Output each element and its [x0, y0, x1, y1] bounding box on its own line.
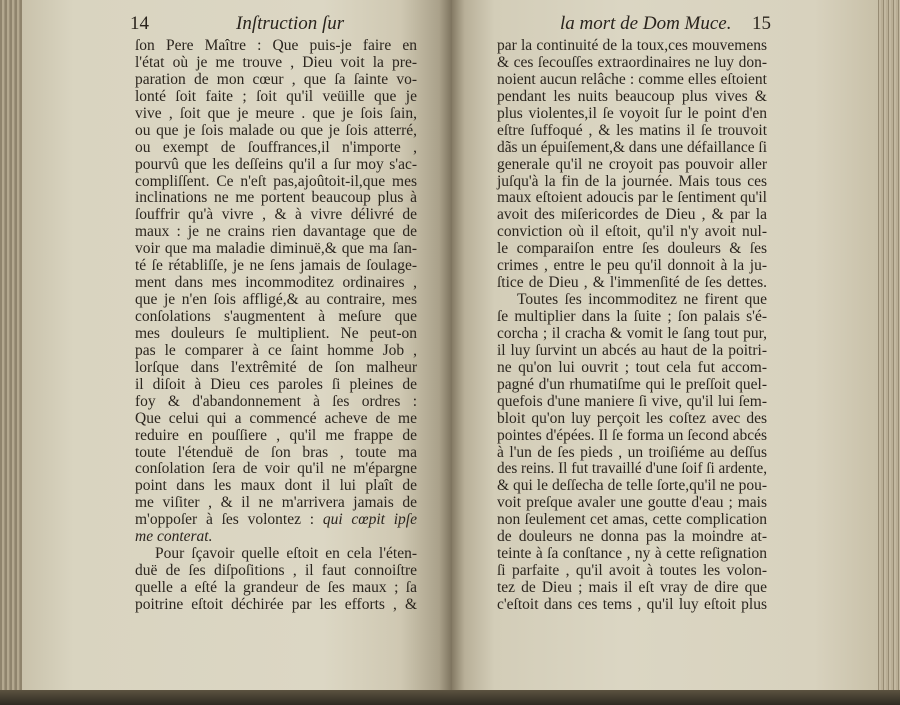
line-text: ſtice de Dieu , & l'immenſité de ſes dettes. [497, 274, 767, 292]
text-line-content [135, 38, 417, 55]
text-line-content [497, 258, 767, 275]
text-line [135, 360, 417, 377]
text-line [135, 224, 417, 241]
line-text: conſolation ſera de voir qu'il ne m'épargne [135, 460, 417, 478]
left-page-number: 14 [130, 13, 149, 34]
text-line [497, 478, 767, 495]
text-line-content [135, 140, 417, 157]
text-line [135, 343, 417, 360]
line-text: c'eſtoit dans ces tems , qu'il luy eſtoit plus [497, 595, 767, 613]
text-line-content [497, 72, 767, 89]
text-line [497, 394, 767, 411]
text-line-content [135, 258, 417, 275]
line-text: ſi parfaite , qu'il avoit à toutes les volon- [497, 562, 767, 580]
text-line [135, 258, 417, 275]
text-line-content [135, 89, 417, 106]
text-line [497, 275, 767, 292]
line-text: vive , ſoit que je meure . que je ſois ſain, [135, 104, 417, 122]
text-line-content [135, 224, 417, 241]
text-line [135, 140, 417, 157]
text-line [135, 174, 417, 191]
text-line-content [135, 529, 212, 546]
text-line-content [497, 597, 767, 614]
text-line-content [135, 292, 417, 309]
line-text: point dans les maux dont il lui plaît de [135, 477, 417, 495]
line-text: ou que je ſois malade ou que je ſois atterré, [135, 121, 417, 139]
text-line-content [135, 309, 417, 326]
line-text: pas le comparer à ce ſaint homme Job , [135, 341, 417, 359]
text-line [135, 411, 417, 428]
line-text: non ſeulement cet amas, cette complication [497, 511, 767, 529]
text-line-content [135, 343, 417, 360]
line-text: Toutes ſes incommoditez ne firent que [517, 291, 767, 309]
text-line [497, 309, 767, 326]
line-text: ment dans mes incommoditez ordinaires , [135, 274, 417, 292]
text-line-content [497, 546, 767, 563]
line-text: me viſiter , & il ne m'arrivera jamais de [135, 494, 417, 512]
line-text: maux eſtoient adoucis par le ſentiment qu'il [497, 189, 767, 207]
text-line [135, 394, 417, 411]
text-line [135, 55, 417, 72]
line-text: tez de Dieu ; mais il eſt vray de dire que [497, 579, 767, 596]
text-line [497, 190, 767, 207]
text-line [497, 174, 767, 191]
text-line-content [497, 106, 767, 123]
line-text: teinte à ſa conſtance , ny à cette reſignation [497, 545, 767, 563]
text-line-content [135, 360, 417, 377]
line-text: m'oppoſer à ſes volontez : [135, 511, 323, 529]
text-line-content [135, 72, 417, 89]
text-line-content [497, 428, 767, 445]
right-page-text [497, 38, 767, 614]
line-text: pointes d'épées. Il ſe forma un ſecond abcés [497, 426, 767, 444]
text-line [497, 326, 767, 343]
text-line [497, 106, 767, 123]
line-text: noient aucun relâche : comme elles eſtoient [497, 70, 767, 88]
text-line-content [497, 377, 767, 394]
line-text: à l'un de ſes pieds , un troiſiéme au deſſus [497, 443, 767, 461]
line-text: maux : je ne crains rien davantage que de [135, 223, 417, 241]
text-line-content [135, 580, 417, 597]
text-line [497, 597, 767, 614]
line-text: conviction où il eſtoit, qu'il n'y avoit nul- [497, 223, 767, 241]
line-text: il diſoit à Dieu ces paroles ſi pleines de [135, 375, 417, 393]
text-line [497, 89, 767, 106]
line-text: compliſſent. Ce n'eſt pas,ajoûtoit-il,que mes [135, 172, 417, 190]
line-text: le comparaiſon entre ſes douleurs & ſes [497, 240, 767, 258]
text-line [135, 106, 417, 123]
line-text: paration de mon cœur , que ſa ſainte vo- [135, 70, 417, 88]
line-text: lorſque dans l'extrêmité de ſon malheur [135, 358, 417, 376]
text-line-content [497, 241, 767, 258]
text-line [497, 512, 767, 529]
text-line [497, 140, 767, 157]
line-text: quelle a eſté la grandeur de ſes maux ; ſa [135, 579, 417, 596]
text-line [497, 123, 767, 140]
text-line-content [135, 512, 417, 529]
line-text: inclinations ne me portent beaucoup plus à [135, 189, 417, 207]
text-line-content [497, 394, 767, 411]
text-line [497, 343, 767, 360]
text-line-content [497, 275, 767, 292]
text-line-content [135, 174, 417, 191]
text-line-content [135, 495, 417, 512]
line-text: voir que ma maladie diminuë,& que ma ſan- [135, 240, 417, 258]
line-text: ſouffrir qu'à vivre , & à vivre délivré de [135, 206, 417, 224]
text-line [135, 445, 417, 462]
text-line [135, 597, 417, 614]
text-line-content [497, 326, 767, 343]
book-bottom-edge [0, 690, 900, 705]
text-line [497, 563, 767, 580]
line-text: pendant les nuits beaucoup plus vives & [497, 87, 767, 105]
text-line-content [135, 157, 417, 174]
text-line-content [135, 563, 417, 580]
right-page-number: 15 [752, 13, 771, 34]
line-text: conſolations s'augmentent à meſure que [135, 308, 417, 325]
text-line [497, 546, 767, 563]
text-line [135, 512, 417, 529]
text-line-content [497, 580, 767, 597]
text-line-content [497, 89, 767, 106]
text-line-content [135, 106, 417, 123]
text-line [497, 157, 767, 174]
line-text: dãs un épuiſement,& dans une défaillance ſi [497, 138, 767, 156]
text-line [135, 38, 417, 55]
text-line-content [135, 55, 417, 72]
text-line-content [497, 140, 767, 157]
text-line-content [497, 461, 767, 478]
text-line [497, 411, 767, 428]
text-line [497, 445, 767, 462]
line-text: il luy ſurvint un abcés au haut de la poitri- [497, 341, 767, 359]
text-line [135, 461, 417, 478]
text-line-content [497, 478, 767, 495]
text-line [135, 478, 417, 495]
text-line-content [497, 174, 767, 191]
text-line-content [135, 190, 417, 207]
text-line-content [497, 38, 767, 55]
line-text: generale qu'il ne croyoit pas pouvoir aller [497, 155, 767, 173]
text-line-content [497, 529, 767, 546]
line-text: de douleurs ne donna pas la moindre at- [497, 528, 767, 546]
line-text: plus violentes,il ſe voyoit ſur le point d'en [497, 104, 767, 122]
text-line [135, 495, 417, 512]
text-line [135, 157, 417, 174]
text-line [135, 123, 417, 140]
text-line [497, 580, 767, 597]
latin-quotation: me conterat. [135, 528, 213, 546]
line-text: voit preſque avaler une goutte d'eau ; mais [497, 494, 767, 512]
text-line [497, 55, 767, 72]
line-text: crimes , entre le peu qu'il donnoit à la ju- [497, 257, 767, 275]
line-text: pagné d'un rhumatiſme qui le preſſoit quel- [497, 375, 767, 393]
text-line [135, 326, 417, 343]
text-line-content [135, 326, 417, 343]
line-text: poitrine eſtoit déchirée par les efforts , & [135, 595, 417, 613]
line-text: des reins. Il fut travaillé d'une ſoif ſi ardente, [497, 460, 767, 478]
text-line [497, 461, 767, 478]
page-edges-right [876, 0, 900, 705]
text-line-content [497, 207, 767, 224]
text-line-content [497, 190, 767, 207]
text-line-content [497, 343, 767, 360]
line-text: pourvû que les deſſeins qu'il a ſur moy s'ac- [135, 155, 417, 173]
right-running-head: la mort de Dom Muce. [560, 13, 732, 34]
text-line-content [497, 360, 767, 377]
text-line-content [135, 461, 417, 478]
line-text: té ſe rétabliſſe, je ne ſens jamais de ſoulage- [135, 257, 417, 275]
text-line-content [135, 394, 417, 411]
line-text: quefois d'une maniere ſi vive, qu'il lui ſem- [497, 392, 767, 410]
line-text: reduire en pouſſiere , qu'il me frappe de [135, 426, 417, 444]
text-line [135, 241, 417, 258]
line-text: toute l'étenduë de ſon bras , toute ma [135, 443, 417, 461]
text-line-content [135, 377, 417, 394]
text-line [135, 275, 417, 292]
text-line-content [135, 411, 417, 428]
text-line-content [135, 478, 417, 495]
line-text: bloit qu'on luy perçoit les coſtez avec des [497, 409, 767, 427]
text-line [497, 428, 767, 445]
text-line [497, 292, 767, 309]
line-text: que je n'en ſois affligé,& au contraire, mes [135, 291, 417, 309]
text-line-content [497, 495, 767, 512]
line-text: ou exempt de ſouffrances,il n'importe , [135, 138, 417, 156]
text-line [497, 38, 767, 55]
text-line-content [497, 224, 767, 241]
line-text: lonté ſoit faite ; ſoit qu'il veüille que je [135, 87, 417, 105]
line-text: avoit des miſericordes de Dieu , & par la [497, 206, 767, 224]
text-line-content [135, 123, 417, 140]
text-line [497, 495, 767, 512]
text-line-content [497, 512, 767, 529]
text-line [497, 360, 767, 377]
text-line [497, 224, 767, 241]
text-line [135, 207, 417, 224]
text-line [497, 529, 767, 546]
text-line-content [135, 275, 417, 292]
text-line-content [497, 309, 767, 326]
line-text: duë de ſes diſpoſitions , il faut connoiſtre [135, 562, 417, 580]
text-line-content [517, 292, 767, 309]
line-text: foy & d'abandonnement à ſes ordres : [135, 392, 417, 410]
text-line-content [135, 207, 417, 224]
line-text: & qui le deſſecha de telle ſorte,qu'il ne pou- [497, 477, 767, 495]
text-line-content [497, 563, 767, 580]
text-line [135, 377, 417, 394]
text-line [135, 309, 417, 326]
line-text: mes douleurs ſe multiplient. Ne peut-on [135, 324, 417, 342]
text-line-content [135, 428, 417, 445]
text-line [135, 72, 417, 89]
text-line-content [497, 445, 767, 462]
text-line [497, 258, 767, 275]
line-text: Pour ſçavoir quelle eſtoit en cela l'éten- [155, 545, 417, 563]
text-line-content [497, 157, 767, 174]
text-line-content [497, 411, 767, 428]
text-line-content [497, 55, 767, 72]
line-text: corcha ; il cracha & vomit le ſang tout pur, [497, 324, 767, 342]
text-line [135, 529, 417, 546]
text-line [497, 207, 767, 224]
line-text: & ces ſecouſſes extraordinaires ne luy don- [497, 53, 767, 71]
left-running-head: Inſtruction ſur [236, 13, 345, 34]
text-line-content [135, 597, 417, 614]
line-text: par la continuité de la toux,ces mouvemens [497, 37, 767, 54]
latin-quotation: qui cœpit ipſe [322, 511, 417, 529]
left-page-text [135, 38, 417, 614]
line-text: l'état où je me trouve , Dieu voit la pre- [135, 53, 417, 71]
text-line [135, 563, 417, 580]
text-line [135, 190, 417, 207]
line-text: eſtre ſuffoqué , & les matins il ſe trouvoit [497, 121, 767, 139]
text-line [497, 377, 767, 394]
text-line [497, 241, 767, 258]
line-text: ſon Pere Maître : Que puis-je faire en [135, 37, 417, 54]
text-line-content [497, 123, 767, 140]
text-line [135, 546, 417, 563]
text-line [135, 89, 417, 106]
text-line [135, 580, 417, 597]
text-line-content [135, 241, 417, 258]
line-text: ne qu'on lui ouvrit ; tout cela fut accom- [497, 358, 767, 376]
line-text: Que celui qui a commencé acheve de me [135, 409, 417, 427]
text-line-content [135, 445, 417, 462]
line-text: juſqu'à la fin de la journée. Mais tous ces [497, 172, 767, 190]
text-line [497, 72, 767, 89]
line-text: ſe multiplier dans la ſuite ; ſon palais s'é- [497, 308, 767, 325]
text-line [135, 428, 417, 445]
text-line [135, 292, 417, 309]
text-line-content [155, 546, 417, 563]
